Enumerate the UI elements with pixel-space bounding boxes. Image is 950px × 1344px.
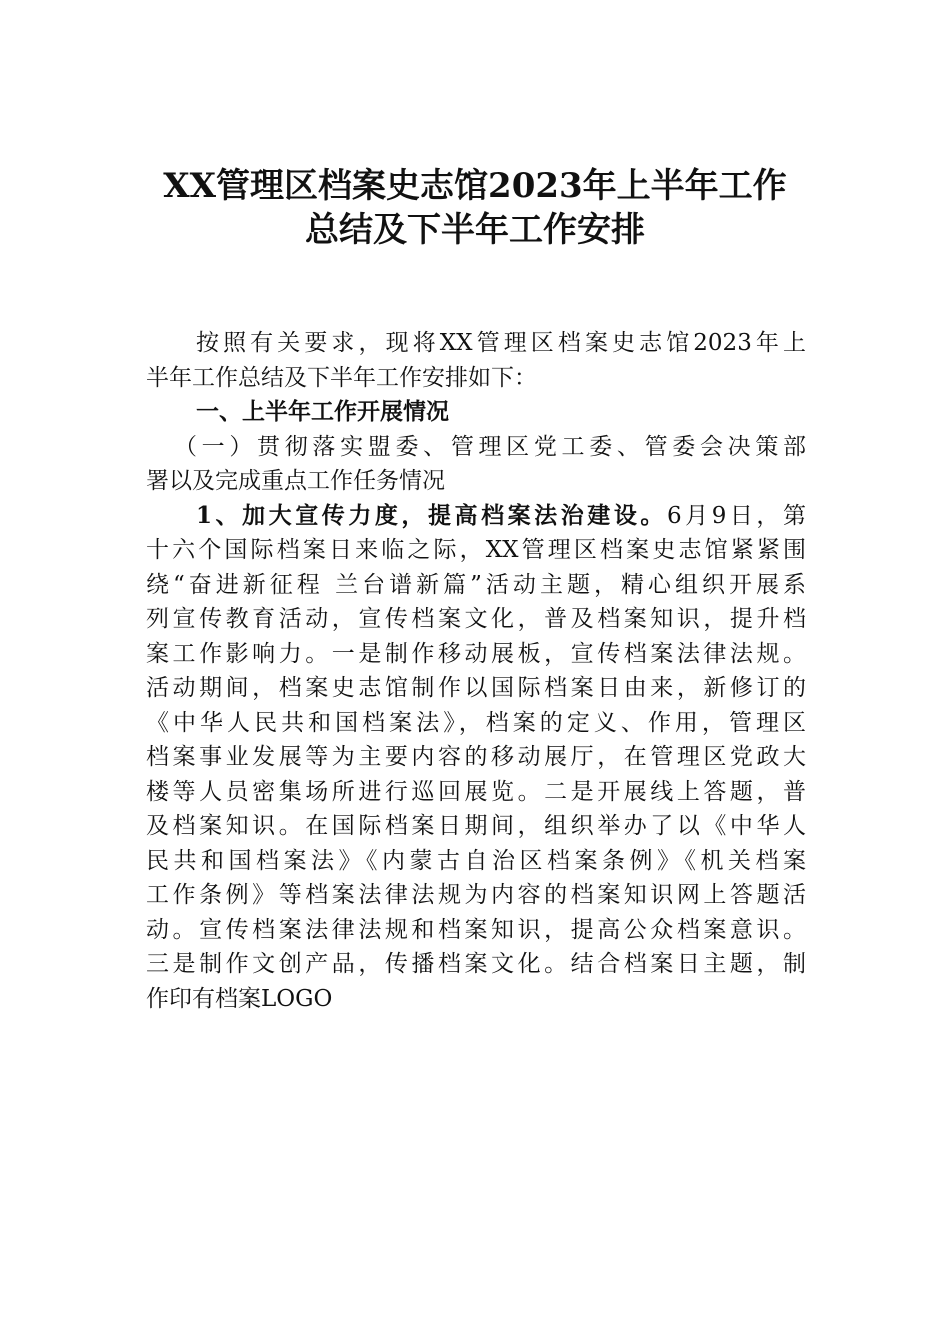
document-title-line-1: XX管理区档案史志馆2023年上半年工作 bbox=[163, 166, 787, 206]
intro-line-2: 半年工作总结及下半年工作安排如下： bbox=[146, 364, 537, 391]
item-1-body-line: 绕“奋进新征程 兰台谱新篇”活动主题，精心组织开展系 bbox=[146, 571, 806, 598]
item-1-body-line: 楼等人员密集场所进行巡回展览。二是开展线上答题，普 bbox=[146, 778, 806, 805]
item-1-first-line-rest: 6月9日，第 bbox=[666, 502, 806, 529]
subsection-1-line-2: 署以及完成重点工作任务情况 bbox=[146, 468, 445, 494]
item-1-body-line: 动。宣传档案法律法规和档案知识，提高公众档案意识。 bbox=[146, 916, 806, 943]
item-1-body-line: 列宣传教育活动，宣传档案文化，普及档案知识，提升档 bbox=[146, 606, 806, 632]
document-title-line-2: 总结及下半年工作安排 bbox=[305, 210, 645, 250]
item-1-body-line: 三是制作文创产品，传播档案文化。结合档案日主题，制 bbox=[146, 951, 806, 977]
item-1-body-line: 活动期间，档案史志馆制作以国际档案日由来，新修订的 bbox=[146, 675, 806, 701]
item-1-body-line: 及档案知识。在国际档案日期间，组织举办了以《中华人 bbox=[146, 813, 806, 839]
intro-line-1: 按照有关要求，现将XX管理区档案史志馆2023年上 bbox=[196, 330, 806, 356]
item-1-body-line: 十六个国际档案日来临之际，XX管理区档案史志馆紧紧围 bbox=[146, 537, 806, 563]
section-1-heading: 一、上半年工作开展情况 bbox=[196, 399, 449, 425]
item-1-body-line: 民共和国档案法》《内蒙古自治区档案条例》《机关档案 bbox=[146, 847, 806, 874]
document-body bbox=[146, 326, 806, 1016]
item-1-line-1 bbox=[146, 499, 806, 534]
item-1-body-line: 作印有档案LOGO bbox=[146, 985, 333, 1012]
subsection-1-line-1: （一）贯彻落实盟委、管理区党工委、管委会决策部 bbox=[174, 433, 806, 460]
item-1-lead: 1、加大宣传力度，提高档案法治建设。 bbox=[196, 501, 667, 529]
item-1-body-line: 工作条例》等档案法律法规为内容的档案知识网上答题活 bbox=[146, 882, 806, 908]
item-1-body-line: 案工作影响力。一是制作移动展板，宣传档案法律法规。 bbox=[146, 640, 806, 667]
item-1-body-line: 《中华人民共和国档案法》，档案的定义、作用，管理区 bbox=[146, 709, 806, 736]
item-1-body-line: 档案事业发展等为主要内容的移动展厅，在管理区党政大 bbox=[146, 744, 806, 770]
